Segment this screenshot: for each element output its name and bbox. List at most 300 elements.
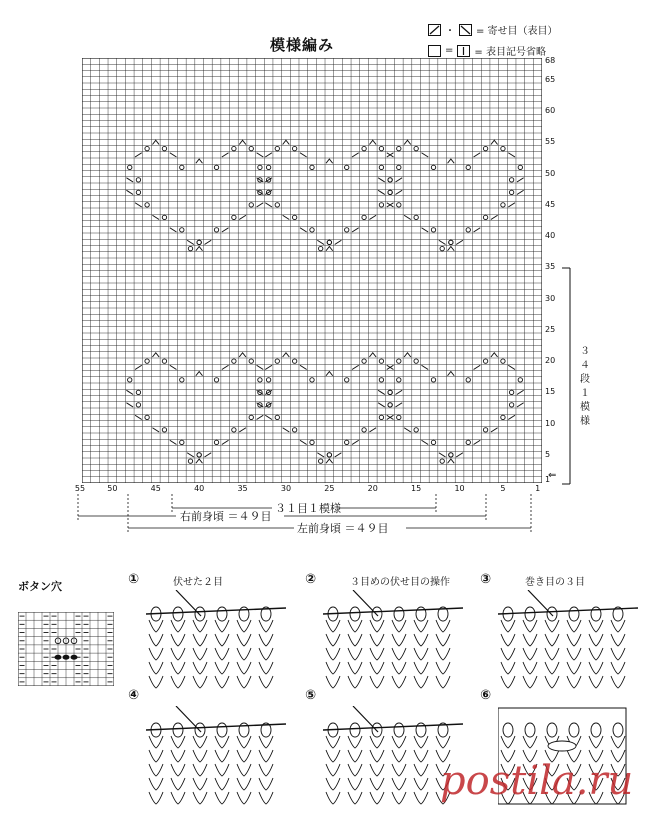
knit-loop [215, 662, 229, 674]
knit-loop [171, 750, 185, 762]
knitting-needle [323, 724, 463, 730]
k2tog-stitch [395, 178, 402, 182]
yo-stitch [388, 190, 392, 194]
knit-loop [370, 750, 384, 762]
k2tog-stitch [491, 428, 498, 432]
k2tog-stitch [474, 228, 481, 232]
knit-loop [392, 648, 406, 660]
column-label: 55 [74, 484, 86, 493]
knit-loop [193, 634, 207, 646]
yo-stitch [162, 215, 166, 219]
knit-loop [326, 648, 340, 660]
yo-stitch [518, 165, 522, 169]
knit-loop [259, 750, 273, 762]
knit-loop [193, 620, 207, 632]
row-label: 50 [545, 168, 556, 178]
knit-loop [436, 634, 450, 646]
yo-stitch [397, 146, 401, 150]
column-label: 30 [280, 484, 292, 493]
column-label: 25 [324, 484, 335, 493]
knit-loop [326, 736, 340, 748]
knit-loop [193, 662, 207, 674]
step-label: 伏せた２目 [173, 577, 223, 588]
knit-loop [259, 778, 273, 790]
stitch-loop [195, 723, 205, 737]
ssk-stitch [187, 240, 194, 244]
knit-loop [237, 620, 251, 632]
step-number: ① [128, 572, 140, 587]
knit-loop [567, 634, 581, 646]
k2tog-stitch [395, 190, 402, 194]
yo-stitch [362, 428, 366, 432]
knit-loop [259, 736, 273, 748]
row-label: 20 [545, 356, 556, 365]
knit-loop [611, 662, 625, 674]
ssk-stitch [257, 365, 264, 369]
bind-off-stitch [71, 655, 78, 660]
knit-loop [149, 764, 163, 776]
row-label: 40 [545, 231, 556, 240]
k2tog-stitch [517, 403, 524, 407]
step-number: ③ [480, 572, 492, 587]
knit-loop [215, 620, 229, 632]
knit-loop [326, 634, 340, 646]
cdd-stitch [239, 353, 246, 357]
stitch-loop [217, 607, 227, 621]
knit-loop [171, 676, 185, 688]
yo-stitch [518, 378, 522, 382]
knit-loop [414, 648, 428, 660]
cdd-stitch [448, 372, 455, 376]
yo-stitch [431, 165, 435, 169]
knit-loop [348, 662, 362, 674]
knit-loop [370, 662, 384, 674]
yo-stitch [232, 428, 236, 432]
knit-loop [501, 662, 515, 674]
yo-stitch [440, 459, 444, 463]
cdd-stitch [491, 140, 498, 144]
ssk-stitch [421, 365, 428, 369]
step-label: 巻き目の３目 [525, 577, 585, 588]
yo-stitch [258, 165, 262, 169]
knit-loop [259, 764, 273, 776]
yo-stitch [136, 390, 140, 394]
yo-stitch [483, 359, 487, 363]
row-label: 30 [545, 293, 556, 303]
yo-stitch [466, 378, 470, 382]
knit-loop [215, 750, 229, 762]
k2tog-stitch [395, 390, 402, 394]
yo-stitch [180, 440, 184, 444]
yo-stitch [414, 146, 418, 150]
knit-loop [326, 778, 340, 790]
knit-loop [370, 764, 384, 776]
knitting-needle [498, 608, 638, 614]
knit-loop [348, 736, 362, 748]
k2tog-stitch [222, 365, 229, 369]
knit-loop [348, 648, 362, 660]
knit-loop [589, 676, 603, 688]
cdd-stitch [448, 247, 455, 251]
knit-loop [414, 750, 428, 762]
knit-loop [215, 634, 229, 646]
yo-stitch [145, 203, 149, 207]
k2tog-stitch [239, 215, 246, 219]
yo-stitch [249, 415, 253, 419]
knit-loop [392, 792, 406, 804]
ssk-stitch [300, 440, 307, 444]
yo-stitch [388, 403, 392, 407]
k2tog-stitch [352, 153, 359, 157]
knit-loop [567, 648, 581, 660]
knit-loop [545, 648, 559, 660]
knit-loop [215, 648, 229, 660]
ssk-stitch [257, 153, 264, 157]
ssk-icon [459, 24, 472, 36]
knit-loop [171, 634, 185, 646]
yo-stitch [136, 178, 140, 182]
k2tog-stitch [257, 415, 264, 419]
stitch-loop [547, 607, 557, 621]
yo-stitch [501, 146, 505, 150]
yo-stitch [414, 215, 418, 219]
yo-stitch [509, 190, 513, 194]
yo-stitch [414, 428, 418, 432]
yo-stitch [162, 359, 166, 363]
knit-loop [326, 620, 340, 632]
knitting-needle [146, 724, 286, 730]
ssk-stitch [170, 365, 177, 369]
knit-loop [237, 676, 251, 688]
stitch-loop [394, 607, 404, 621]
knit-loop [193, 676, 207, 688]
knit-loop [149, 736, 163, 748]
knit-loop [611, 736, 625, 748]
knit-loop [193, 648, 207, 660]
yo-stitch [214, 165, 218, 169]
yo-stitch [440, 246, 444, 250]
yo-stitch [266, 165, 270, 169]
yo-stitch [345, 378, 349, 382]
knit-loop [149, 676, 163, 688]
yo-stitch [292, 428, 296, 432]
stitch-loop [613, 723, 623, 737]
ssk-stitch [508, 365, 515, 369]
yo-stitch [232, 215, 236, 219]
knit-loop [589, 662, 603, 674]
knit-loop [326, 662, 340, 674]
knit-loop [501, 736, 515, 748]
cdd-stitch [326, 159, 333, 163]
ssk-stitch [378, 403, 385, 407]
knit-loop [545, 620, 559, 632]
ssk-stitch [283, 215, 290, 219]
knit-loop [237, 648, 251, 660]
row-label: 10 [545, 418, 556, 428]
yo-stitch [162, 428, 166, 432]
knit-loop [215, 764, 229, 776]
ssk-stitch [283, 428, 290, 432]
knit-loop [501, 620, 515, 632]
direction-arrow-icon: ⇐ [548, 470, 557, 481]
yo-stitch [232, 359, 236, 363]
knit-loop [589, 648, 603, 660]
bind-off-stitch [63, 655, 70, 660]
yo-stitch [345, 165, 349, 169]
knit-loop [501, 634, 515, 646]
stitch-loop [173, 723, 183, 737]
k2tog-stitch [369, 428, 376, 432]
row-label: 45 [545, 199, 556, 209]
knit-loop [414, 792, 428, 804]
cdd-stitch [369, 353, 376, 357]
yo-stitch [379, 415, 383, 419]
knit-loop [326, 764, 340, 776]
k2tog-icon [428, 24, 441, 36]
knit-loop [193, 764, 207, 776]
yo-stitch [232, 146, 236, 150]
row-label: 1 [545, 474, 551, 484]
column-label: 45 [150, 484, 161, 493]
yo-stitch [466, 440, 470, 444]
yo-stitch [310, 228, 314, 232]
ssk-stitch [152, 428, 159, 432]
knit-loop [237, 764, 251, 776]
knit-loop [149, 792, 163, 804]
cdd-stitch [369, 140, 376, 144]
cdd-stitch [491, 353, 498, 357]
k2tog-stitch [517, 178, 524, 182]
knit-loop [237, 662, 251, 674]
ssk-stitch [508, 153, 515, 157]
yo-stitch [379, 359, 383, 363]
knit-loop [171, 620, 185, 632]
yo-stitch [249, 146, 253, 150]
ssk-stitch [170, 440, 177, 444]
row-label: 35 [545, 262, 556, 272]
yo-stitch [249, 359, 253, 363]
stitch-loop [195, 607, 205, 621]
knit-loop [237, 778, 251, 790]
cdd-stitch [283, 353, 290, 357]
yo-stitch [397, 378, 401, 382]
knit-loop [392, 634, 406, 646]
step-number: ⑤ [305, 688, 317, 703]
ssk-stitch [300, 228, 307, 232]
yo-stitch [449, 453, 453, 457]
yo-stitch [249, 203, 253, 207]
cdd-stitch [404, 140, 411, 144]
yo-stitch [136, 190, 140, 194]
yo-stitch [128, 378, 132, 382]
yo-stitch [466, 165, 470, 169]
cdd-stitch [152, 353, 159, 357]
ssk-stitch [300, 365, 307, 369]
yo-stitch [379, 203, 383, 207]
knit-loop [348, 764, 362, 776]
knit-loop [392, 764, 406, 776]
cdd-stitch [404, 353, 411, 357]
buttonhole-title: ボタン穴 [18, 580, 62, 593]
knit-loop [523, 634, 537, 646]
knit-loop [567, 676, 581, 688]
yo-stitch [509, 390, 513, 394]
knitting-step-illustration [146, 590, 296, 690]
row-label: 15 [545, 387, 556, 397]
stitch-loop [217, 723, 227, 737]
knit-loop [215, 736, 229, 748]
column-label: 10 [454, 484, 465, 493]
row-repeat-label: ３４段１模様 [580, 346, 590, 427]
knit-loop [326, 676, 340, 688]
column-label: 5 [500, 484, 506, 493]
yo-stitch [509, 178, 513, 182]
yo-stitch [275, 203, 279, 207]
ssk-stitch [300, 153, 307, 157]
ssk-stitch [378, 390, 385, 394]
knit-loop [414, 736, 428, 748]
knit-loop [237, 750, 251, 762]
yo-stitch [292, 146, 296, 150]
knit-loop [370, 634, 384, 646]
ssk-stitch [135, 415, 142, 419]
cdd-stitch [239, 140, 246, 144]
legend-knit-text: = 表目記号省略 [474, 47, 546, 58]
ssk-stitch [170, 228, 177, 232]
knit-loop [259, 662, 273, 674]
ssk-stitch [126, 190, 133, 194]
k2tog-stitch [491, 215, 498, 219]
yo-stitch [362, 215, 366, 219]
knitting-step-illustration [498, 590, 648, 690]
watermark: postila.ru [440, 758, 634, 804]
yo-stitch [379, 165, 383, 169]
k2tog-stitch [474, 153, 481, 157]
yo-stitch [214, 440, 218, 444]
yo-stitch [345, 228, 349, 232]
knit-loop [193, 778, 207, 790]
k2tog-stitch [265, 153, 272, 157]
knit-stitch-icon [457, 45, 470, 57]
yo-stitch [310, 440, 314, 444]
knit-loop [611, 676, 625, 688]
knit-loop [545, 662, 559, 674]
yo-stitch [449, 240, 453, 244]
yo-stitch [310, 378, 314, 382]
yo-stitch [483, 215, 487, 219]
row-label: 5 [545, 449, 551, 459]
k2tog-stitch [222, 440, 229, 444]
yo-stitch [501, 415, 505, 419]
knit-loop [523, 648, 537, 660]
yo-stitch [214, 378, 218, 382]
yo-stitch [414, 359, 418, 363]
k2tog-stitch [335, 240, 342, 244]
knit-loop [436, 736, 450, 748]
knit-loop [589, 736, 603, 748]
legend-sep: ・ [445, 26, 455, 37]
k2tog-stitch [265, 365, 272, 369]
k2tog-stitch [352, 228, 359, 232]
knit-loop [414, 764, 428, 776]
cdd-stitch [196, 372, 203, 376]
knit-loop [523, 736, 537, 748]
knit-loop [370, 778, 384, 790]
knit-loop [215, 792, 229, 804]
row-label: 68 [545, 56, 556, 65]
knit-loop [149, 620, 163, 632]
yo-stitch [292, 359, 296, 363]
knit-loop [348, 620, 362, 632]
yo-stitch [145, 415, 149, 419]
k2tog-stitch [456, 453, 463, 457]
stitch-loop [569, 607, 579, 621]
knit-loop [370, 676, 384, 688]
knit-loop [149, 662, 163, 674]
yo-stitch [483, 428, 487, 432]
ssk-stitch [439, 453, 446, 457]
ssk-stitch [126, 178, 133, 182]
knit-loop [414, 634, 428, 646]
yo-stitch [266, 378, 270, 382]
legend [428, 22, 558, 58]
knit-loop [259, 648, 273, 660]
k2tog-stitch [517, 390, 524, 394]
yo-stitch [362, 359, 366, 363]
stitch-loop [525, 607, 535, 621]
chart-title: 模様編み [270, 36, 335, 54]
column-label: 1 [535, 484, 541, 493]
knit-loop [171, 648, 185, 660]
knit-loop [237, 792, 251, 804]
k2tog-stitch [517, 190, 524, 194]
buttonhole-opening [548, 741, 576, 751]
knit-loop [259, 676, 273, 688]
stitch-loop [569, 723, 579, 737]
knit-loop [348, 750, 362, 762]
knit-loop [171, 736, 185, 748]
knit-loop [436, 648, 450, 660]
yo-stitch [397, 203, 401, 207]
ssk-stitch [126, 390, 133, 394]
knit-loop [259, 792, 273, 804]
stitch-chart-grid [82, 58, 542, 483]
k2tog-stitch [222, 228, 229, 232]
yo-stitch [397, 359, 401, 363]
stitch-loop [591, 723, 601, 737]
knit-loop [259, 620, 273, 632]
knit-loop [348, 792, 362, 804]
stitch-loop [547, 723, 557, 737]
knit-loop [392, 750, 406, 762]
column-label: 35 [237, 484, 248, 493]
step-number: ② [305, 572, 317, 587]
ssk-stitch [378, 190, 385, 194]
yo-stitch [188, 246, 192, 250]
k2tog-stitch [508, 415, 515, 419]
ssk-stitch [404, 215, 411, 219]
yo-stitch [310, 165, 314, 169]
row-label: 55 [545, 137, 556, 147]
knit-loop [348, 676, 362, 688]
knit-loop [523, 676, 537, 688]
knitting-needle [323, 608, 463, 614]
knit-loop [370, 620, 384, 632]
knit-loop [414, 676, 428, 688]
yo-stitch [275, 359, 279, 363]
knit-loop [348, 778, 362, 790]
knitting-step-illustration [323, 590, 473, 690]
